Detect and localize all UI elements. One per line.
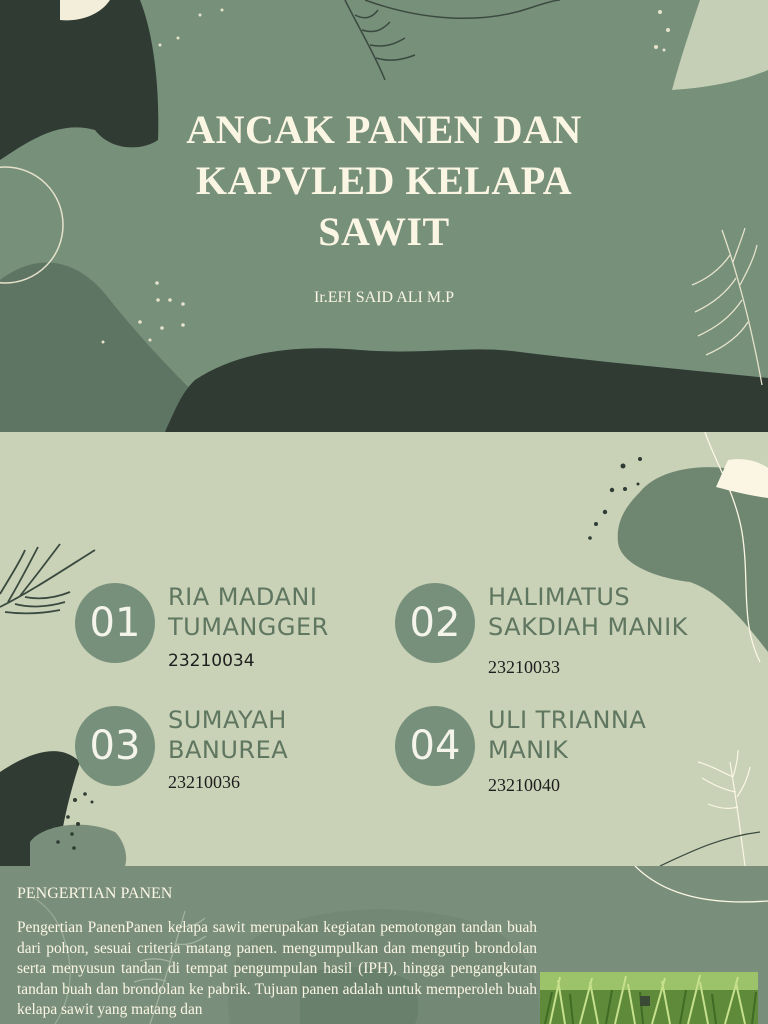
member-name-line: BANUREA <box>168 736 289 764</box>
member-name <box>168 705 408 765</box>
definition-slide <box>0 866 768 1024</box>
member-name-line: RIA MADANI <box>168 583 318 611</box>
section-body: Pengertian PanenPanen kelapa sawit merupakan kegiatan pemotongan tandan buah dari pohon, sesuai criteria matang panen. mengumpulkan dan mengutip brondolan serta menyusun tandan di tempat pengumpulan hasil (IPH), hingga pengangkutan tandan buah dan brondolan ke pabrik. Tujuan panen adalah untuk memperoleh buah kelapa sawit yang matang dan <box>17 919 537 1018</box>
title-line: ANCAK PANEN DAN <box>186 107 582 152</box>
member-name <box>488 705 728 765</box>
member-name-line: SAKDIAH MANIK <box>488 613 688 641</box>
member-nim: 23210033 <box>488 657 560 677</box>
member-number: 04 <box>395 706 475 786</box>
member-nim: 23210034 <box>168 651 255 671</box>
title-slide <box>0 0 768 432</box>
member-number: 01 <box>75 583 155 663</box>
title-line: KAPVLED KELAPA <box>195 158 573 203</box>
member-nim: 23210040 <box>488 775 560 795</box>
member-number: 03 <box>75 706 155 786</box>
member-name-line: ULI TRIANNA <box>488 706 647 734</box>
members-slide <box>0 432 768 866</box>
member-name-line: MANIK <box>488 736 569 764</box>
section-heading: PENGERTIAN PANEN <box>17 885 173 902</box>
presentation-title <box>0 104 768 257</box>
member-name-line: HALIMATUS <box>488 583 631 611</box>
title-line: SAWIT <box>318 209 450 254</box>
member-name <box>488 582 728 642</box>
presentation-author: Ir.EFI SAID ALI M.P <box>313 289 454 306</box>
member-number: 02 <box>395 583 475 663</box>
member-name-line: TUMANGGER <box>168 613 329 641</box>
member-nim: 23210036 <box>168 772 240 792</box>
member-name-line: SUMAYAH <box>168 706 287 734</box>
member-name <box>168 582 408 642</box>
oil-palm-seedlings-photo <box>540 972 758 1024</box>
